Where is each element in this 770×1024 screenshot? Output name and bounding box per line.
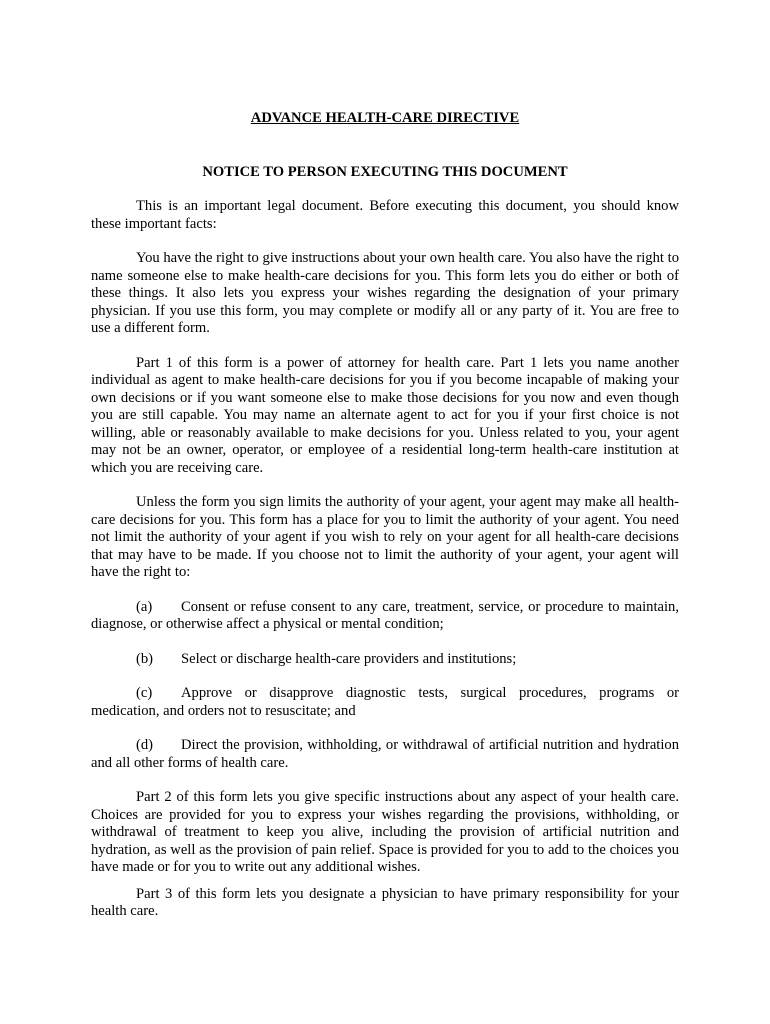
list-item-text: Select or discharge health-care providers and institutions;: [181, 650, 517, 667]
list-item-text: Consent or refuse consent to any care, treatment, service, or procedure to maintain, diagnose, or otherwise affect a physical or mental condition;: [91, 598, 679, 632]
authority-paragraph: Unless the form you sign limits the authority of your agent, your agent may make all health-care decisions for you. This form has a place for you to limit the authority of your agent. You need not limit the authority of your agent if you wish to rely on your agent for all health-care decisions that may have to be made. If you choose not to limit the authority of your agent, your agent will have the right to:: [91, 494, 679, 580]
list-item-text: Approve or disapprove diagnostic tests, surgical procedures, programs or medication, and orders not to resuscitate; and: [91, 685, 679, 719]
document-page: [91, 110, 679, 921]
part2-paragraph: Part 2 of this form lets you give specific instructions about any aspect of your health care. Choices are provided for you to express your wishes regarding the provisions, withholding, or withdrawal of treatment to keep you alive, including the provision of artificial nutrition and hydration, as well as the provision of pain relief. Space is provided for you to add to the choices you have made or for you to write out any additional wishes.: [91, 789, 679, 875]
list-item-text: Direct the provision, withholding, or withdrawal of artificial nutrition and hydration and all other forms of health care.: [91, 737, 679, 771]
part1-paragraph: Part 1 of this form is a power of attorney for health care. Part 1 lets you name another individual as agent to make health-care decisions for you if you become incapable of making your own decisions or if you want someone else to make those decisions for you now and even though you are still capable. You may name an alternate agent to act for you if your first choice is not willing, able or reasonably available to make decisions for you. Unless related to you, your agent may not be an owner, operator, or employee of a residential long-term health-care institution at which you are receiving care.: [91, 354, 679, 476]
list-item-label: (a): [136, 598, 153, 615]
document-title: ADVANCE HEALTH-CARE DIRECTIVE: [250, 110, 520, 126]
rights-paragraph: You have the right to give instructions about your own health care. You also have the right to name someone else to make health-care decisions for you. This form lets you do either or both of these things. It also lets you express your wishes regarding the designation of your primary physician. If you use this form, you may complete or modify all or any party of it. You are free to use a different form.: [91, 250, 679, 336]
list-item-c: [91, 685, 679, 720]
list-item-label: (b): [136, 650, 154, 667]
list-item-d: [91, 737, 679, 772]
intro-paragraph: This is an important legal document. Before executing this document, you should know these important facts:: [91, 198, 679, 232]
list-item-a: [91, 599, 679, 634]
list-item-label: (c): [136, 685, 153, 701]
list-item-label: (d): [136, 737, 154, 753]
part3-paragraph: Part 3 of this form lets you designate a physician to have primary responsibility for your health care.: [91, 885, 679, 919]
list-item-b: [91, 651, 679, 669]
notice-heading: NOTICE TO PERSON EXECUTING THIS DOCUMENT: [202, 163, 568, 180]
